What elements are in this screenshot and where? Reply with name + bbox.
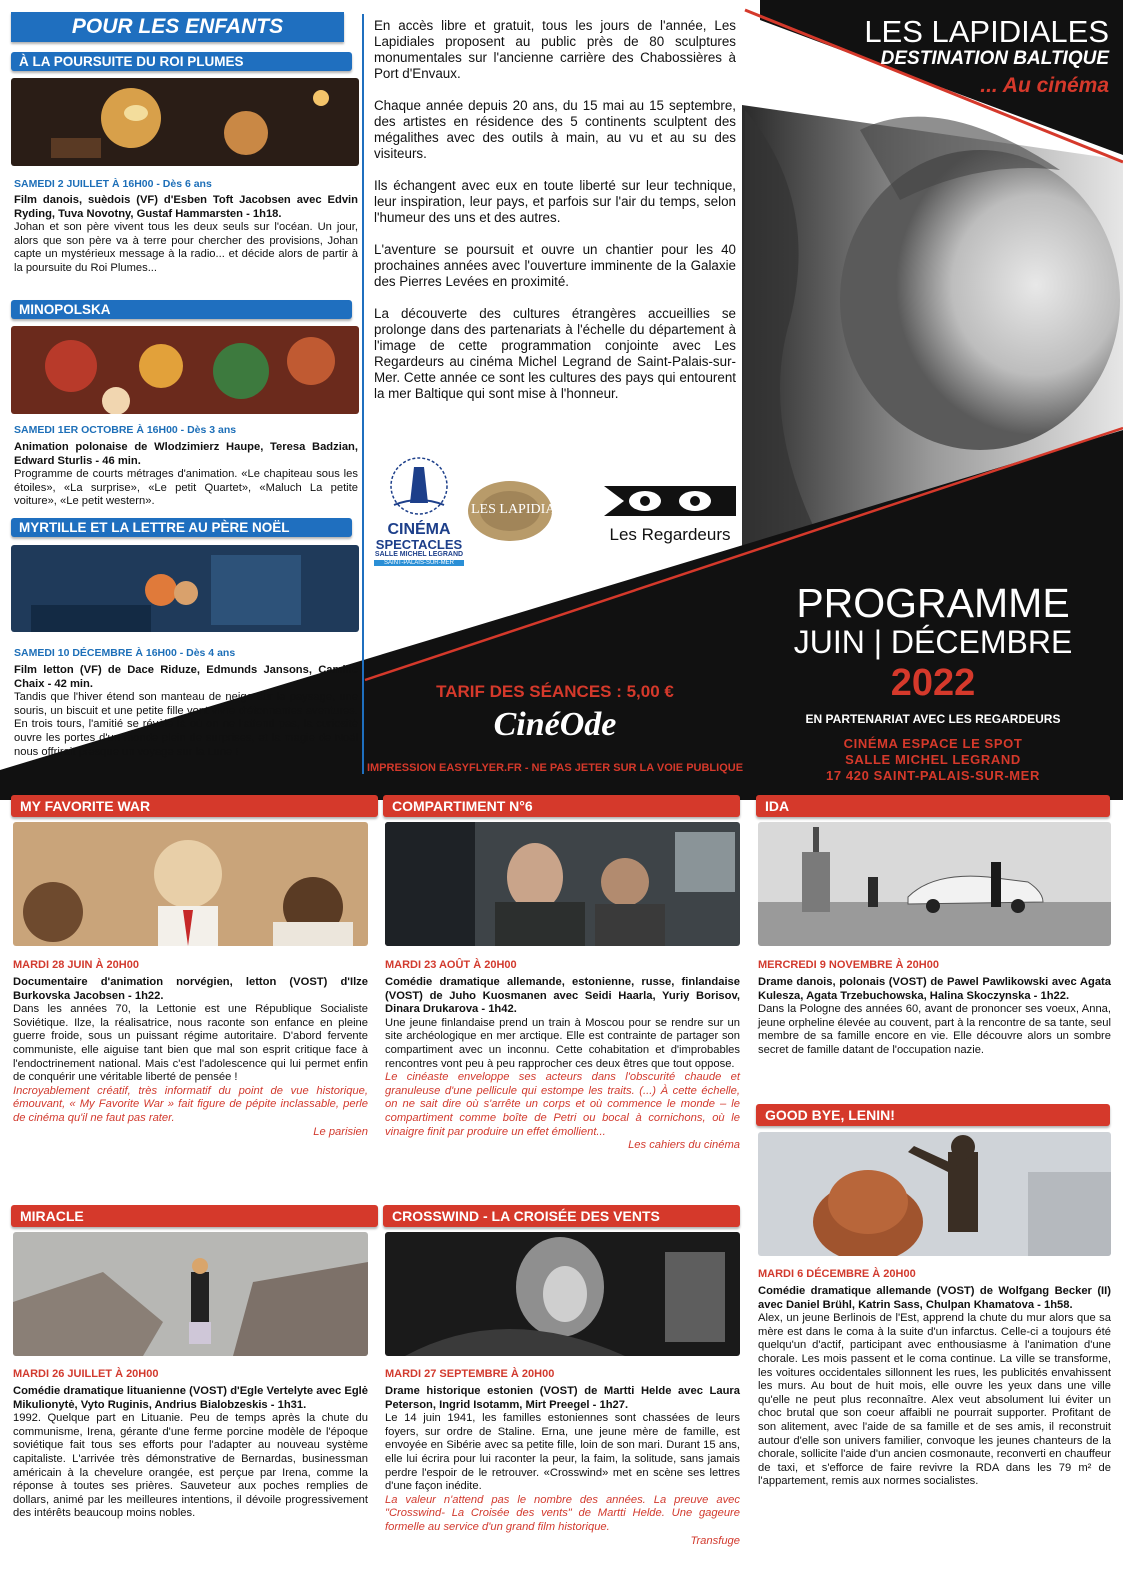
kids-film-credits: Film letton (VF) de Dace Riduze, Edmunds Jansons, Camille Chaix - 42 min. bbox=[14, 664, 358, 690]
printer-notice: IMPRESSION EASYFLYER.FR - NE PAS JETER SUR LA VOIE PUBLIQUE bbox=[366, 762, 744, 774]
intro-paragraph: En accès libre et gratuit, tous les jours de l'année, Les Lapidiales proposent au public près de 80 sculptures monumentales sur l'ancienne carrière des Chabossières à Port d'Envaux. bbox=[374, 18, 736, 81]
film-credits: Drame historique estonien (VOST) de Martti Helde avec Laura Peterson, Ingrid Isotamm, Mirt Preegel - 1h27. bbox=[385, 1385, 740, 1411]
film-date: MARDI 6 DÉCEMBRE À 20H00 bbox=[758, 1268, 916, 1280]
film-title-ida: IDA bbox=[756, 795, 1110, 817]
intro-paragraph: L'aventure se poursuit et ouvre un chantier pour les 40 prochaines années avec l'ouverture imminente de la Galaxie des Pierres Levées en proximité. bbox=[374, 242, 736, 289]
kids-film-title: MINOPOLSKA bbox=[11, 300, 352, 319]
page-tagline: ... Au cinéma bbox=[980, 74, 1109, 97]
film-quote: La valeur n'attend pas le nombre des années. La preuve avec "Crosswind- La Croisée des vents" de Martti Helde. Une gageure formelle au service d'un grand film historique. bbox=[385, 1493, 740, 1533]
film-credits: Comédie dramatique lituanienne (VOST) d'Egle Vertelyte avec Eglė Mikulionytė, Vyto Ruginis, Andrius Bialobzeskis - 1h31. bbox=[13, 1385, 368, 1411]
lapidiales-logo: LES LAPIDIALES bbox=[465, 480, 585, 542]
programme-title: PROGRAMME bbox=[796, 580, 1070, 626]
kids-film-synopsis: Johan et son père vivent tous les deux seuls sur l'océan. Un jour, alors que son père va à terre pour chercher des provisions, Johan capte un mystérieux message à la radio... et décide alors de partir à la poursuite du Roi Plumes... bbox=[14, 221, 358, 274]
film-title-miracle: MIRACLE bbox=[11, 1205, 378, 1227]
film-photo bbox=[758, 1132, 1111, 1256]
kids-film-credits: Film danois, suèdois (VF) d'Esben Toft Jacobsen avec Edvin Ryding, Tuva Novotny, Gustaf Hammarsten - 1h18. bbox=[14, 194, 358, 220]
eyes-icon bbox=[600, 482, 740, 520]
film-synopsis: Dans la Pologne des années 60, avant de prononcer ses voeux, Anna, jeune orpheline élevée au couvent, part à la rencontre de sa tante, seul membre de sa famille encore en vie. Elle découvre alors un sombre secret de famille datant de l'occupation nazie. bbox=[758, 1003, 1111, 1056]
cineode-logo: CinéOde bbox=[493, 706, 617, 743]
film-synopsis: Dans les années 70, la Lettonie est une République Socialiste Soviétique. Ilze, la réalisatrice, nous raconte son enfance en pleine guerre froide, sous un puissant régime autoritaire. D'abord fervente communiste, elle aiguise tant bien que mal son esprit critique face à l'endoctrinement national. Mais c'est l'adolescence qui lui permet enfin de conquérir une véritable liberté de pensée ! bbox=[13, 1003, 368, 1084]
film-credits: Drame danois, polonais (VOST) de Pawel Pawlikowski avec Agata Kulesza, Agata Trzebuchowska, Halina Skoczynska - 1h22. bbox=[758, 976, 1111, 1002]
film-synopsis: Alex, un jeune Berlinois de l'Est, apprend la chute du mur alors que sa mère est dans le coma à la suite d'un infarctus. Celle-ci a toujours été quelqu'un d'actif, participant avec enthousiasme à l'animation d'une chorale. Les mois passent et le coma continue. La ville se transforme, les voitures occidentales sillonnent les rues, les publicités envahissent les murs. Au bout de huit mois, elle ouvre les yeux dans une ville qu'elle ne peut plus reconnaître. Alex veut absolument lui éviter un choc brutal que son coeur affaibli ne pourrait supporter. Profitant de son alitement, avec l'aide de sa famille et de ses amis, il reconstruit autour d'elle son univers familier, convoque les jeunes chanteurs de la chorale, sollicite l'aide d'un ancien cosmonaute, reconverti en chauffeur de taxi, et s'efforce de faire revivre la RDA dans les 79 m² de l'appartement, remis aux normes socialistes. bbox=[758, 1312, 1111, 1488]
kids-film-title: MYRTILLE ET LA LETTRE AU PÈRE NOËL bbox=[11, 518, 352, 537]
kids-film-credits: Animation polonaise de Wlodzimierz Haupe, Teresa Badzian, Edward Sturlis - 46 min. bbox=[14, 441, 358, 467]
film-quote-source: Transfuge bbox=[690, 1534, 740, 1547]
film-photo bbox=[385, 1232, 740, 1356]
film-quote: Incroyablement créatif, très informatif du point de vue historique, émouvant, « My Favorite War » fait figure de pépite inclassable, perle de cinéma qu'il ne faut pas rater. bbox=[13, 1084, 368, 1124]
film-synopsis: Le 14 juin 1941, les familles estoniennes sont chassées de leurs foyers, sur ordre de Staline. Erna, une jeune mère de famille, est envoyée en Sibérie avec sa petite fille, loin de son mari. Durant 15 ans, elle lui écrira pour lui raconter la peur, la faim, la solitude, sans jamais perdre l'espoir de le retrouver. «Crosswind» met en scène ses lettres d'une façon inédite. bbox=[385, 1412, 740, 1493]
kids-film-date: SAMEDI 10 DÉCEMBRE À 16H00 - Dès 4 ans bbox=[14, 647, 236, 659]
kids-film-date: SAMEDI 1ER OCTOBRE À 16H00 - Dès 3 ans bbox=[14, 424, 237, 436]
film-date: MARDI 27 SEPTEMBRE À 20H00 bbox=[385, 1368, 555, 1380]
film-title-crosswind: CROSSWIND - LA CROISÉE DES VENTS bbox=[383, 1205, 740, 1227]
programme-partner: EN PARTENARIAT AVEC LES REGARDEURS bbox=[805, 712, 1061, 726]
programme-year: 2022 bbox=[890, 662, 976, 704]
kids-film-date: SAMEDI 2 JUILLET À 16H00 - Dès 6 ans bbox=[14, 178, 212, 190]
cinema-spectacles-logo: CINÉMA SPECTACLES SALLE MICHEL LEGRAND SAINT-PALAIS-SUR-MER bbox=[374, 455, 464, 566]
kids-film-synopsis: Tandis que l'hiver étend son manteau de neige sur le paysage, une souris, un biscuit et une petite fille vont vivre d'étonnantes aventures. En trois tours, l'amitié se révèle là où on ne l'attend pas, la curiosité ouvre les portes d'un monde plein de surprises, et la magie de Noël nous offrirait presque un voyage sur la Lune ! bbox=[14, 691, 358, 758]
film-credits: Comédie dramatique allemande (VOST) de Wolfgang Becker (II) avec Daniel Brühl, Katrin Sass, Chulpan Khamatova - 1h58. bbox=[758, 1285, 1111, 1311]
kids-header: POUR LES ENFANTS bbox=[11, 12, 344, 42]
film-title-compartiment: COMPARTIMENT N°6 bbox=[383, 795, 740, 817]
page-subtitle: DESTINATION BALTIQUE bbox=[880, 48, 1109, 69]
kids-film-photo bbox=[11, 78, 359, 166]
lighthouse-icon bbox=[384, 455, 454, 517]
kids-column-rule bbox=[362, 14, 364, 774]
film-date: MERCREDI 9 NOVEMBRE À 20H00 bbox=[758, 959, 939, 971]
film-credits: Comédie dramatique allemande, estonienne, russe, finlandaise (VOST) de Juho Kuosmanen avec Seidi Haarla, Yuriy Borisov, Dinara Drukarova - 1h42. bbox=[385, 976, 740, 1016]
film-photo bbox=[385, 822, 740, 946]
page-title: LES LAPIDIALES bbox=[864, 14, 1109, 49]
film-title-my-favorite-war: MY FAVORITE WAR bbox=[11, 795, 378, 817]
programme-period: JUIN | DÉCEMBRE bbox=[793, 624, 1073, 660]
tarif: TARIF DES SÉANCES : 5,00 € bbox=[436, 682, 674, 701]
kids-film-photo bbox=[11, 545, 359, 632]
film-quote: Le cinéaste enveloppe ses acteurs dans l'obscurité chaude et granuleuse d'une pellicule qui estompe les traits. (...) À cette échelle, on ne sait dire où s'arrête un corps et où commence le monde – le compartiment comme boîte de Petri ou bocal à cornichons, où le vinaigre finit par produire un effet émollient... bbox=[385, 1071, 740, 1138]
venue: CINÉMA ESPACE LE SPOT SALLE MICHEL LEGRAND 17 420 SAINT-PALAIS-SUR-MER bbox=[826, 736, 1040, 783]
film-date: MARDI 26 JUILLET À 20H00 bbox=[13, 1368, 159, 1380]
intro-paragraph: Chaque année depuis 20 ans, du 15 mai au 15 septembre, des artistes en résidence des 5 continents sculptent des mégalithes avec des outils à main, au vu et au su des visiteurs. bbox=[374, 98, 736, 161]
film-date: MARDI 23 AOÛT À 20H00 bbox=[385, 959, 517, 971]
regardeurs-logo: Les Regardeurs bbox=[600, 482, 740, 545]
film-photo bbox=[13, 822, 368, 946]
intro-paragraph: La découverte des cultures étrangères accueillies se prolonge dans des partenariats à l'échelle du département à l'image de cette programmation conjointe avec Les Regardeurs au cinéma Michel Legrand de Saint-Palais-sur-Mer. Cette année ce sont les cultures des pays qui entourent la mer Baltique qui sont mise à l'honneur. bbox=[374, 306, 736, 401]
kids-film-title: À LA POURSUITE DU ROI PLUMES bbox=[11, 52, 352, 71]
film-photo bbox=[758, 822, 1111, 946]
film-quote-source: Le parisien bbox=[313, 1125, 368, 1138]
kids-film-synopsis: Programme de courts métrages d'animation. «Le chapiteau sous les étoiles», «La surprise», «Le petit Quartet», «Maluch La petite voiture», «Le petit western». bbox=[14, 468, 358, 508]
kids-film-photo bbox=[11, 326, 359, 414]
film-credits: Documentaire d'animation norvégien, letton (VOST) d'Ilze Burkovska Jacobsen - 1h22. bbox=[13, 976, 368, 1002]
film-quote-source: Les cahiers du cinéma bbox=[628, 1139, 740, 1152]
film-date: MARDI 28 JUIN À 20H00 bbox=[13, 959, 139, 971]
film-photo bbox=[13, 1232, 368, 1356]
film-synopsis: 1992. Quelque part en Lituanie. Peu de temps après la chute du communisme, Irena, gérante d'une ferme porcine modèle de l'époque soviétique fait tous ses efforts pour l'adapter au nouveau système capitaliste. L'arrivée très démonstrative de Bernardas, businessman américain à la chevelure orangée, est perçue par Irena, comme la réponse à toutes ses prières. Sauveteur aux poches remplies de dollars, animé par les meilleures intentions, il dévoile progressivement des intérêts beaucoup moins nobles. bbox=[13, 1412, 368, 1520]
intro-text bbox=[374, 18, 736, 418]
intro-paragraph: Ils échangent avec eux en toute liberté sur leur technique, leur inspiration, leur pays, et parfois sur l'air du temps, selon l'humeur des uns et des autres. bbox=[374, 178, 736, 225]
film-title-good-bye-lenin: GOOD BYE, LENIN! bbox=[756, 1104, 1110, 1126]
film-synopsis: Une jeune finlandaise prend un train à Moscou pour se rendre sur un site archéologique en mer arctique. Elle est contrainte de partager son compartiment avec un inconnu. Cette cohabitation et d'improbables rencontres vont peu à peu rapprocher ces deux êtres que tout oppose. bbox=[385, 1016, 740, 1070]
